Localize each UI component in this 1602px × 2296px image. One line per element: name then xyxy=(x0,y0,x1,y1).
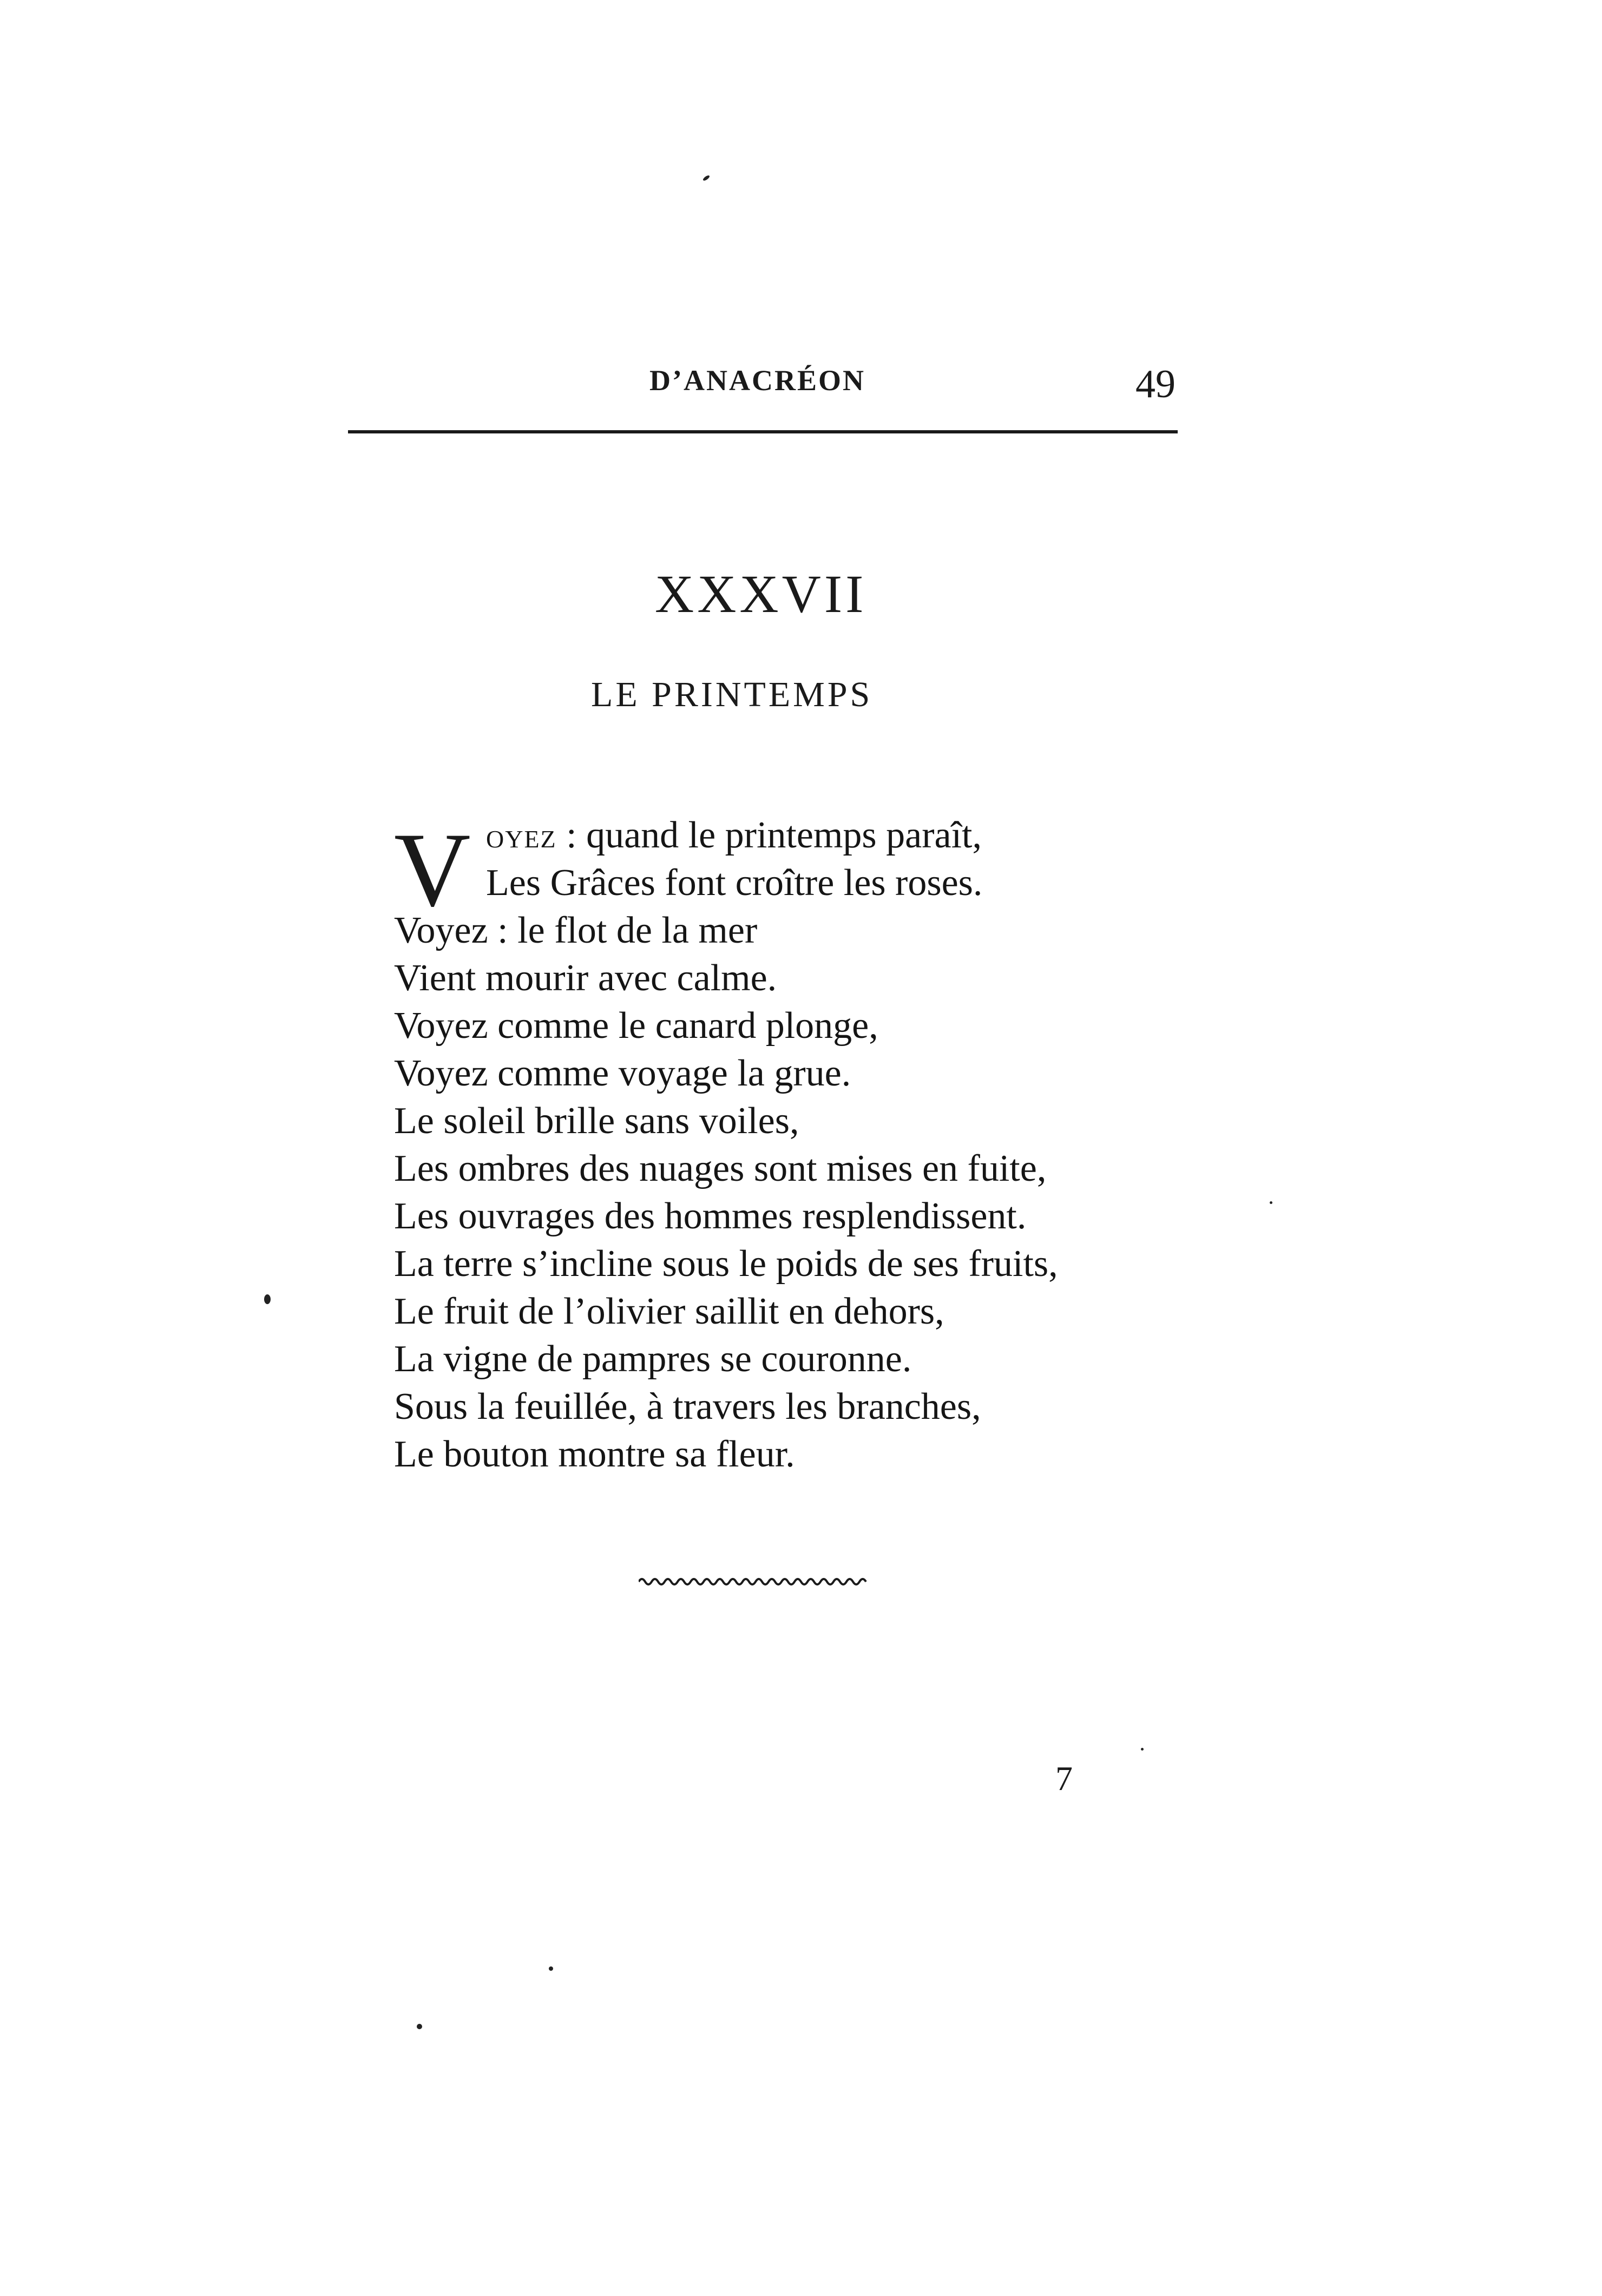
signature-mark: 7 xyxy=(1055,1759,1073,1798)
running-head: D’ANACRÉON xyxy=(649,364,865,397)
ink-speck xyxy=(549,1966,553,1971)
ink-speck xyxy=(1141,1748,1144,1751)
poem-line: Les ombres des nuages sont mises en fuite, xyxy=(394,1148,1047,1189)
ink-speck xyxy=(264,1294,271,1304)
poem-title: LE PRINTEMPS xyxy=(591,675,873,714)
poem-stanza xyxy=(394,812,1206,1478)
poem-line: Sous la feuillée, à travers les branches, xyxy=(394,1386,981,1427)
poem-line: La terre s’incline sous le poids de ses fruits, xyxy=(394,1243,1058,1285)
poem-line: Vient mourir avec calme. xyxy=(394,957,777,999)
poem-line: La vigne de pampres se couronne. xyxy=(394,1338,912,1380)
poem-line-1 xyxy=(394,812,1206,859)
poem-line: Les ouvrages des hommes resplendissent. xyxy=(394,1195,1027,1237)
ink-speck xyxy=(1270,1201,1272,1204)
poem-line: Le fruit de l’olivier saillit en dehors, xyxy=(394,1291,944,1332)
ink-speck xyxy=(702,175,711,182)
poem-line: Le bouton montre sa fleur. xyxy=(394,1433,795,1475)
poem-line: Voyez comme voyage la grue. xyxy=(394,1052,851,1094)
poem-number: XXXVII xyxy=(655,564,867,624)
wavy-ornament xyxy=(639,1574,869,1590)
poem-line: Les Grâces font croître les roses. xyxy=(486,862,983,904)
poem-line: Le soleil brille sans voiles, xyxy=(394,1100,799,1142)
page-number: 49 xyxy=(1135,362,1176,406)
poem-line: Voyez : le flot de la mer xyxy=(394,910,758,951)
first-word-smallcaps: OYEZ xyxy=(486,825,557,853)
poem-line: Voyez comme le canard plonge, xyxy=(394,1005,878,1047)
first-line-rest: : quand le printemps paraît, xyxy=(556,814,982,856)
ink-speck xyxy=(417,2024,422,2029)
header-rule xyxy=(348,430,1178,433)
drop-cap: V xyxy=(394,811,471,929)
